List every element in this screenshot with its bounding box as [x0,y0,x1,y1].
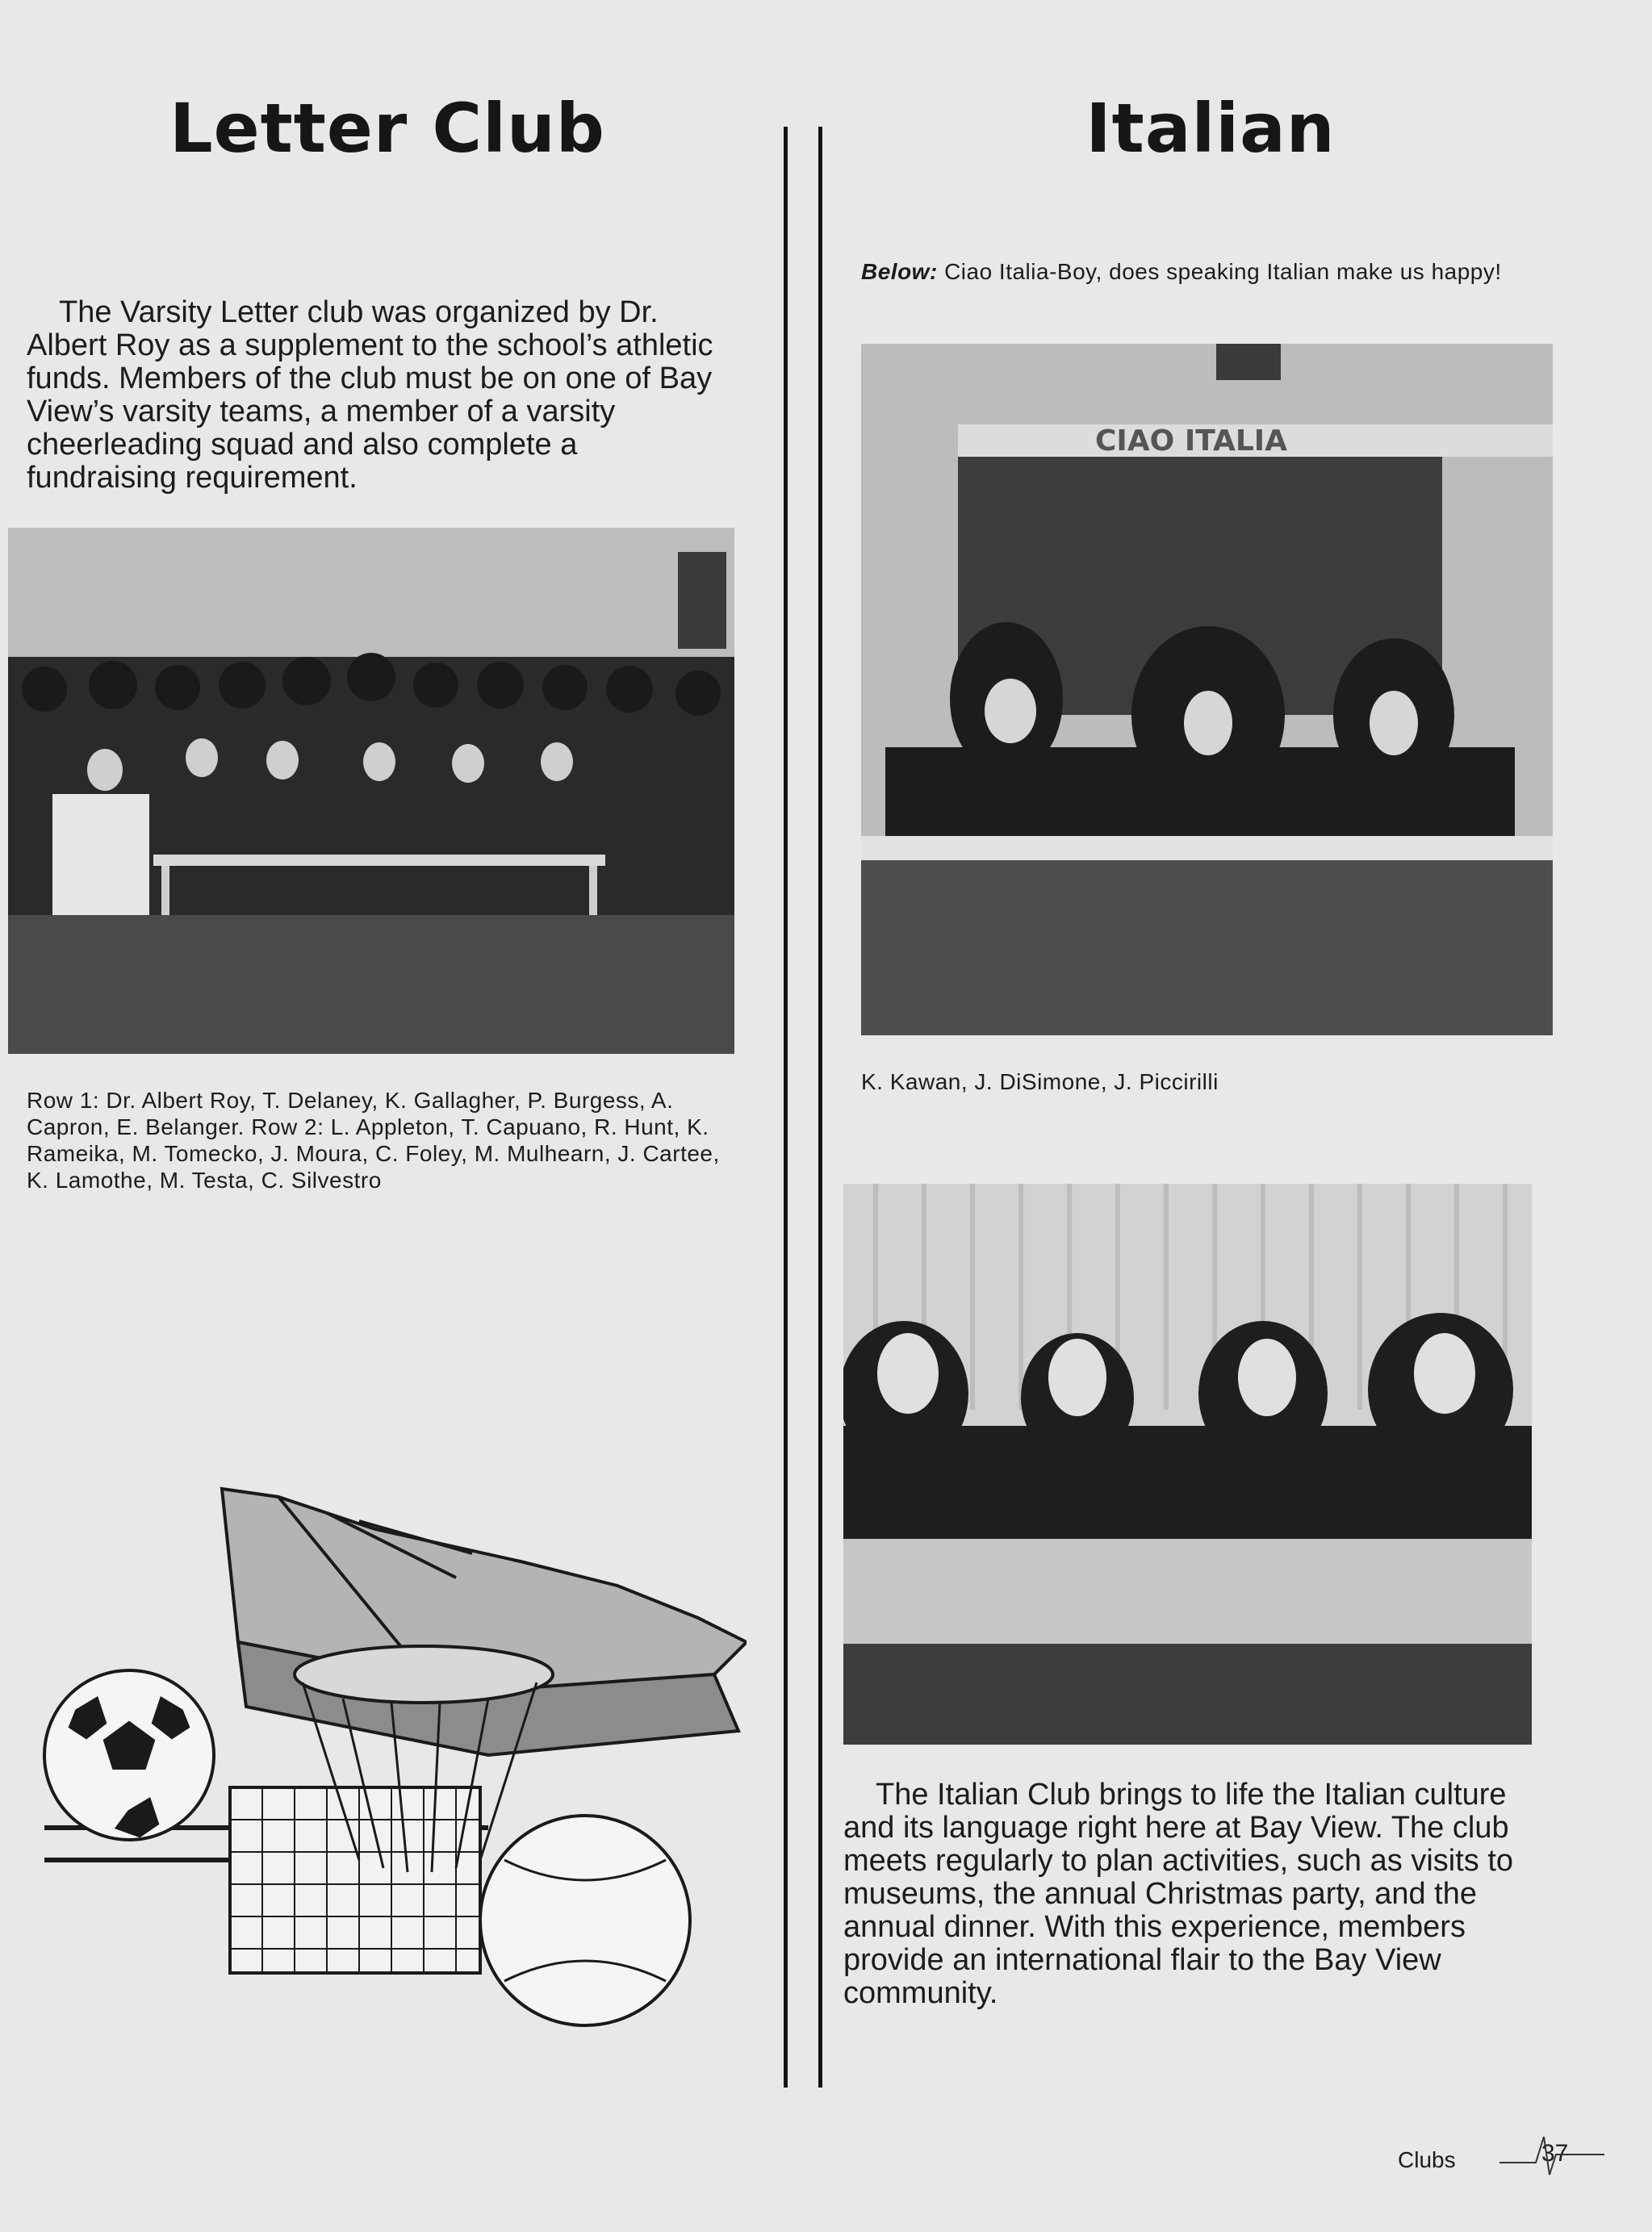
heartbeat-line-icon [1499,2130,1604,2179]
below-label: Below: [861,259,938,284]
italian-classroom-photo [861,344,1553,1035]
italian-group-photo [843,1184,1532,1745]
below-caption-text: Ciao Italia-Boy, does speaking Italian make us happy! [944,259,1502,284]
italian-description: The Italian Club brings to life the Italian culture and its language right here at Bay View. The club meets regularly to plan activities, such as visits to museums, the annual Christmas party, and the annual dinner. With this experience, members provide an international flair to the Bay View community. [843,1778,1514,2010]
footer-page-number: 37 [1541,2140,1569,2167]
sports-illustration [36,1481,747,2029]
letter-club-group-photo [8,528,734,1054]
italian-title: Italian [1085,89,1336,168]
column-divider-right [818,127,822,2088]
italian-top-caption [861,258,1531,286]
letter-club-caption: Row 1: Dr. Albert Roy, T. Delaney, K. Gallagher, P. Burgess, A. Capron, E. Belanger. Row 2: L. Appleton, T. Capuano, R. Hunt, K. Rameika, M. Tomecko, J. Moura, C. Foley, M. Mulhearn, J. Cartee, K. Lamothe, M. Testa, C. Silvestro [27,1088,720,1193]
letter-club-title: Letter Club [169,89,605,168]
letter-club-intro: The Varsity Letter club was organized by Dr. Albert Roy as a supplement to the school’s athletic funds. Members of the club must be on one of Bay View’s varsity teams, a member of a varsity cheerleading squad and also complete a fundraising requirement. [27,295,713,495]
column-divider-left [784,127,788,2088]
italian-photo1-caption: K. Kawan, J. DiSimone, J. Piccirilli [861,1069,1219,1094]
ciao-italia-banner: CIAO ITALIA [1095,424,1288,458]
footer-section-label: Clubs [1398,2147,1456,2172]
